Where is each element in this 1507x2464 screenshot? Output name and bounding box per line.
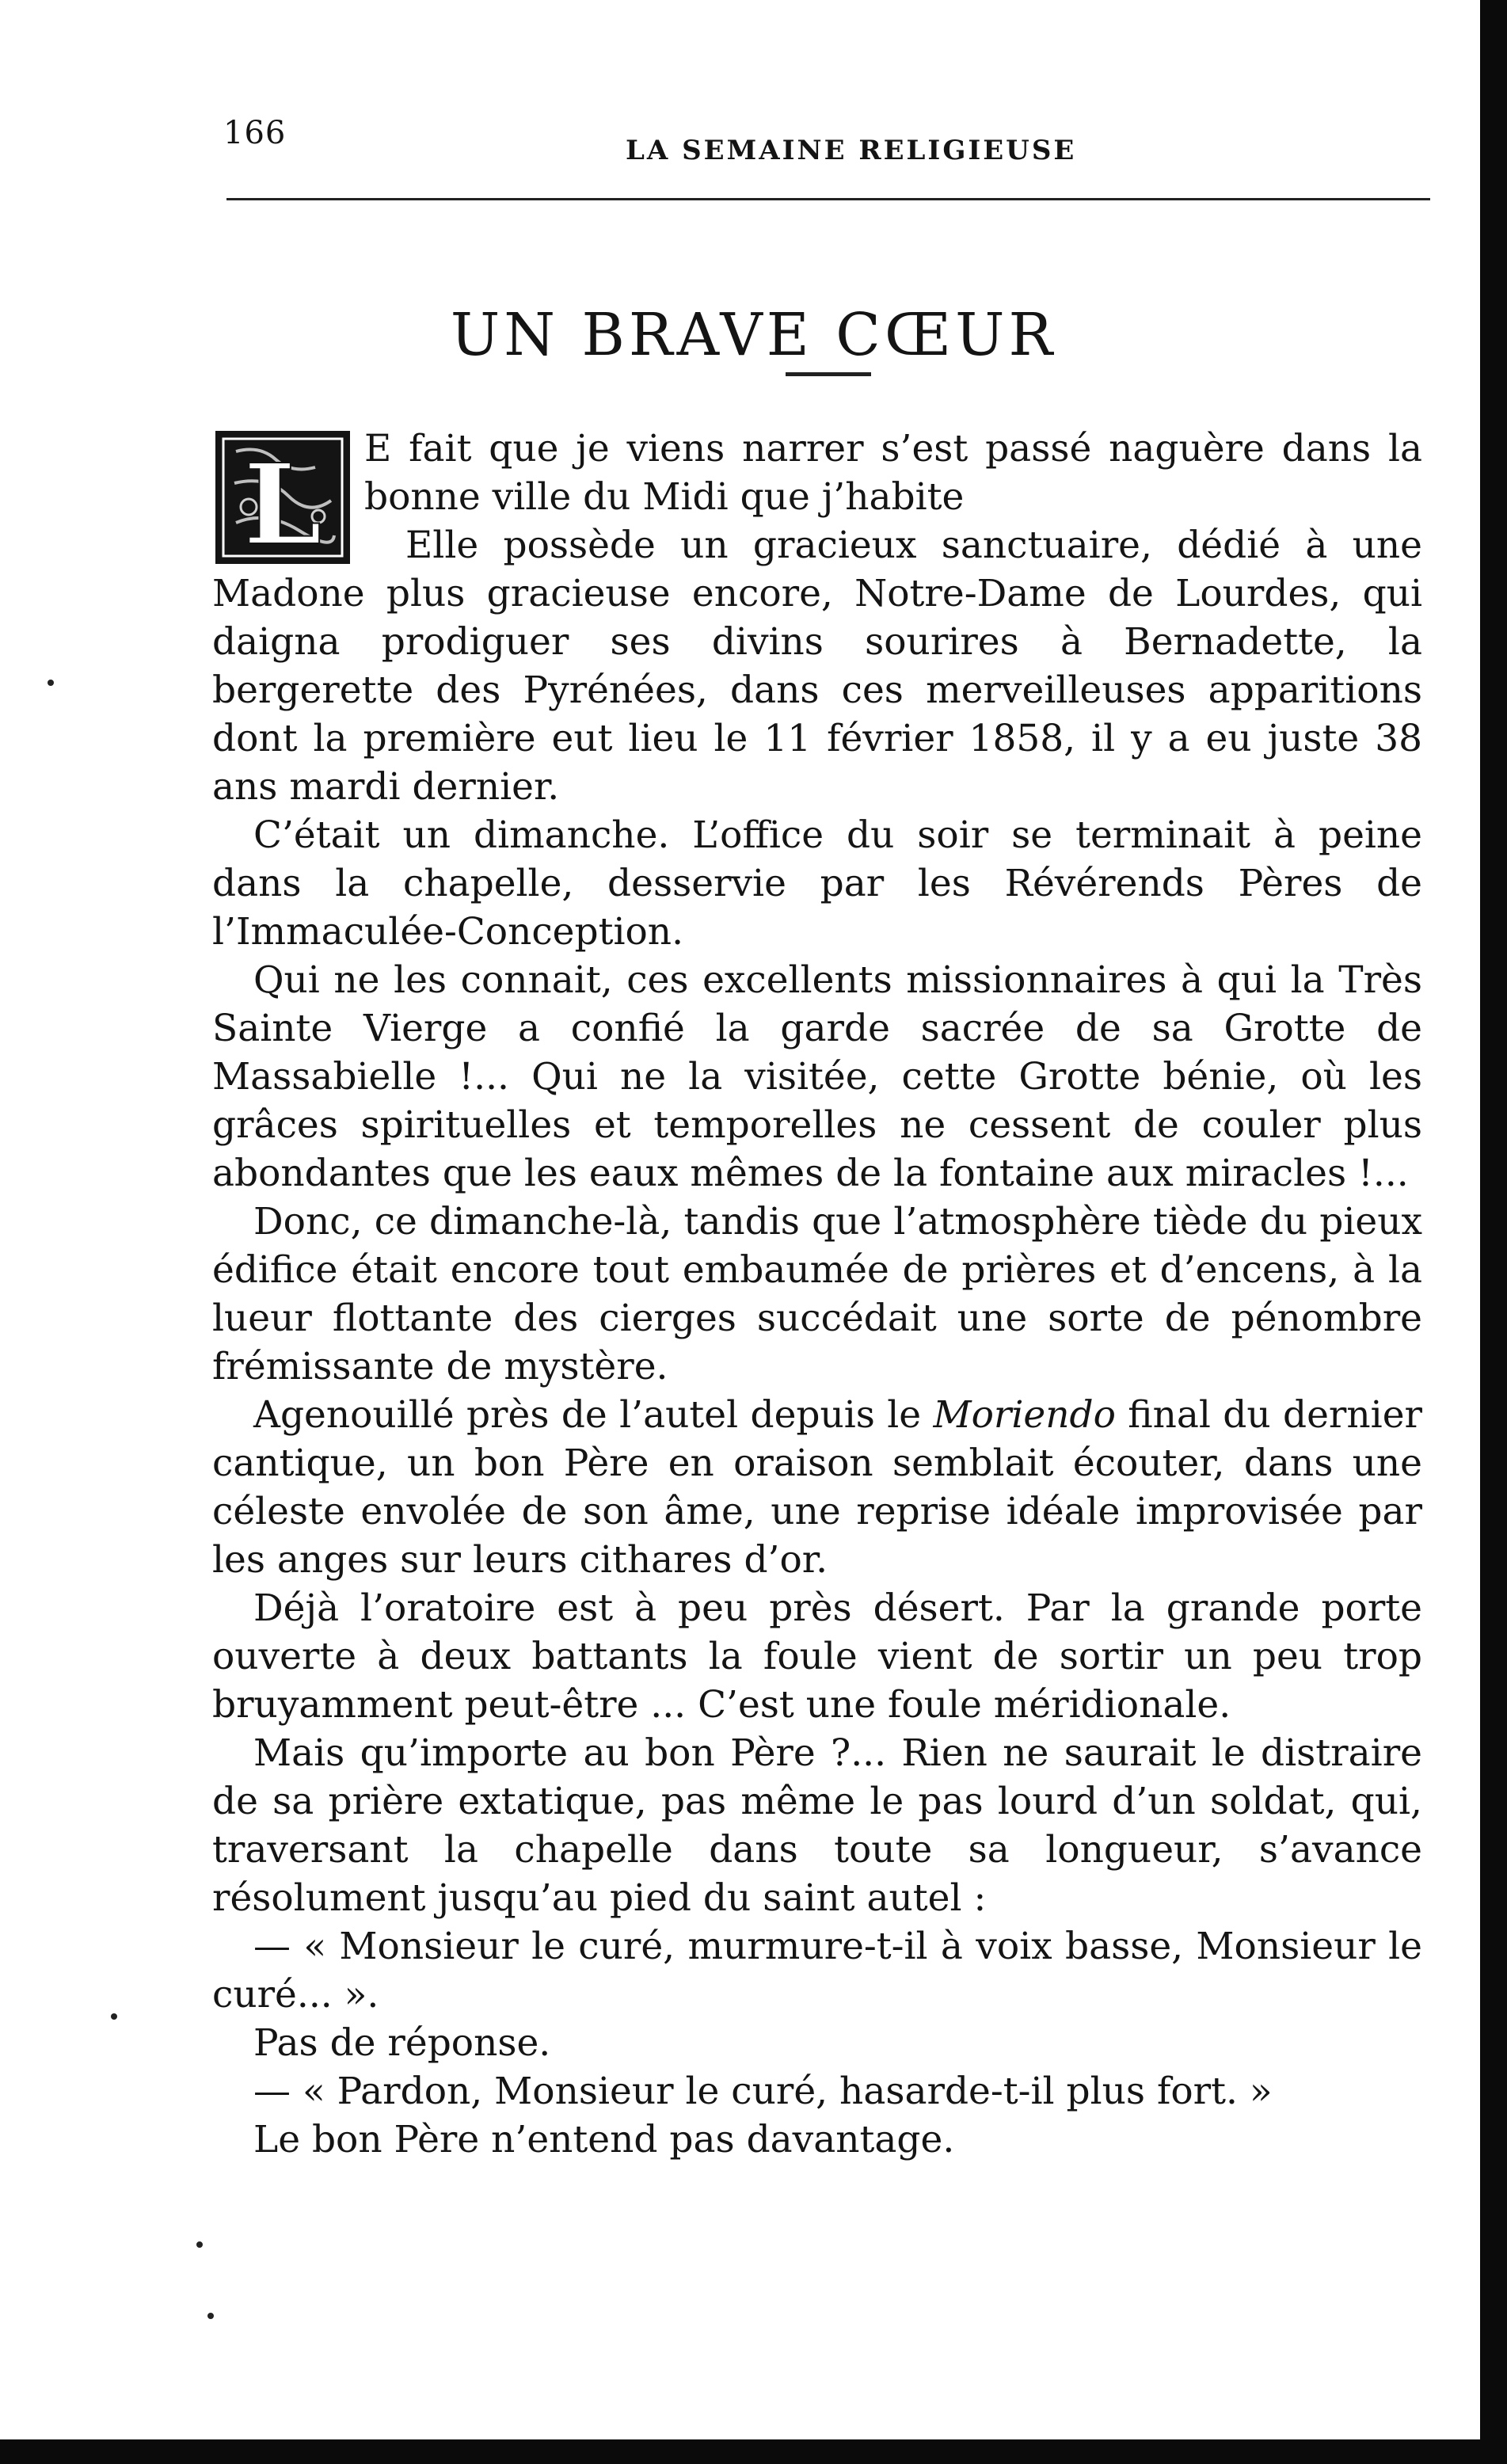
scan-speck <box>196 2241 203 2248</box>
paragraph-3: C’était un dimanche. L’office du soir se terminait à peine dans la chapelle, desservie par les Révérends Pères de l’Immaculée-Conception. <box>212 813 1422 954</box>
paragraph-1 <box>212 425 1422 567</box>
paragraph-6 <box>212 1391 1422 1584</box>
scan-bottom-shadow <box>0 2439 1507 2464</box>
paragraph-text-after: final du dernier cantique, un bon Père en oraison semblait écouter, dans une céleste envolée de son âme, une reprise idéale improvisée par les anges sur leurs cithares d’or. <box>212 1393 1422 1582</box>
scan-speck <box>111 2013 117 2020</box>
paragraph-8: Mais qu’importe au bon Père ?... Rien ne saurait le distraire de sa prière extatique, pas même le pas lourd d’un soldat, qui, traversant la chapelle dans toute sa longueur, s’avance résolument jusqu’au pied du saint autel : <box>212 1731 1422 1920</box>
drop-cap-l <box>212 428 353 567</box>
paragraph-10: Pas de réponse. <box>253 2021 551 2065</box>
paragraph-2: Elle possède un gracieux sanctuaire, dédié à une Madone plus gracieuse encore, Notre-Dame de Lourdes, qui daigna prodiguer ses divins sourires à Bernadette, la bergerette des Pyrénées, dans ces merveilleuses apparitions dont la première eut lieu le 11 février 1858, il y a eu juste 38 ans mardi dernier. <box>212 524 1422 809</box>
header-rule <box>226 198 1430 200</box>
running-head: LA SEMAINE RELIGIEUSE <box>626 135 1077 166</box>
page-number: 166 <box>223 115 287 151</box>
svg-text:L: L <box>243 440 322 567</box>
article-title: UN BRAVE CŒUR <box>450 300 1057 369</box>
paragraph-5: Donc, ce dimanche-là, tandis que l’atmosphère tiède du pieux édifice était encore tout embaumée de prières et d’encens, à la lueur flottante des cierges succédait une sorte de pénombre frémissante de mystère. <box>212 1200 1422 1388</box>
scan-speck <box>48 680 54 686</box>
italic-word: Moriendo <box>933 1393 1116 1437</box>
article-body <box>212 425 1422 2164</box>
title-rule <box>786 372 871 376</box>
paragraph-11: — « Pardon, Monsieur le curé, hasarde-t-il plus fort. » <box>253 2070 1273 2113</box>
paragraph-text: E fait que je viens narrer s’est passé naguère dans la bonne ville du Midi que j’habite <box>364 427 1422 519</box>
scan-speck <box>207 2313 214 2319</box>
paragraph-9: — « Monsieur le curé, murmure-t-il à voix basse, Monsieur le curé... ». <box>212 1925 1422 2017</box>
paragraph-12: Le bon Père n’entend pas davantage. <box>253 2118 955 2161</box>
paragraph-7: Déjà l’oratoire est à peu près désert. Par la grande porte ouverte à deux battants la foule vient de sortir un peu trop bruyamment peut-être ... C’est une foule méridionale. <box>212 1586 1422 1727</box>
paragraph-4: Qui ne les connait, ces excellents missionnaires à qui la Très Sainte Vierge a confié la garde sacrée de sa Grotte de Massabielle !... Qui ne la visitée, cette Grotte bénie, où les grâces spirituelles et temporelles ne cessent de couler plus abondantes que les eaux mêmes de la fontaine aux miracles !... <box>212 958 1422 1195</box>
paragraph-text-before: Agenouillé près de l’autel depuis le <box>253 1393 934 1437</box>
